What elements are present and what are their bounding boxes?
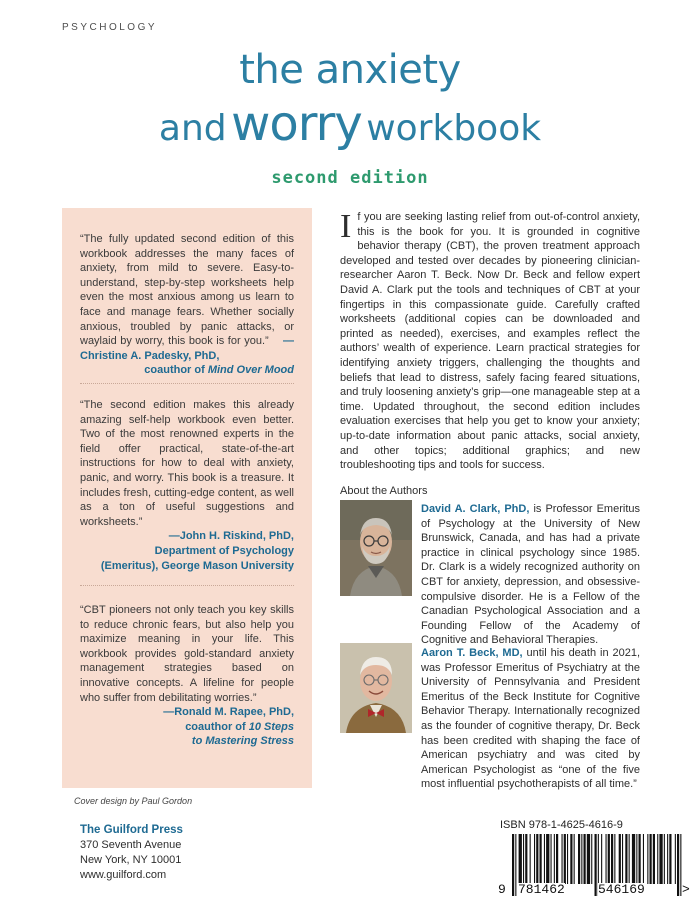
quote-3-text: “CBT pioneers not only teach you key skills to reduce chronic fears, but also help you maximize meaning in your life. This workbook provides gold-standard anxiety management strategies based on innovative concepts. A lifeline for people who suffer from debilitating worries.”	[80, 604, 294, 704]
quote-3-role: coauthor of 10 Steps	[185, 720, 294, 733]
quote-3-book: to Mastering Stress	[191, 735, 294, 748]
quote-1-attribution: —Christine A. Padesky, PhD,	[80, 335, 294, 362]
endorsement-panel	[62, 208, 312, 788]
quote-2-affiliation: (Emeritus), George Mason University	[100, 559, 294, 572]
author-photo-beck	[340, 643, 412, 733]
title-word-workbook: workbook	[366, 108, 542, 149]
about-authors-heading: About the Authors	[340, 485, 428, 497]
book-description	[340, 210, 640, 473]
quote-divider	[80, 383, 294, 384]
author-name-beck: Aaron T. Beck, MD,	[421, 647, 523, 659]
author-bio-beck-start: Aaron T. Beck, MD, until his death in 2021, was Professor Emeritus of Psychiatry at the University of Pennsylvania and President Emeritus of the Beck Institute for Cognitive Behavior Therapy. Internationally recognized as the founder of cognitive therapy, Dr. Beck has been credited with shaping the face of American psychiatry and was cited by American Psychologist as “one of the five most influential psychotherapists of all time.”	[421, 647, 640, 791]
publisher-block	[80, 823, 183, 883]
barcode-digits-left: 781462	[518, 882, 565, 897]
barcode-arrow: >	[682, 882, 690, 897]
title-word-and: and	[158, 108, 227, 149]
author-name-clark: David A. Clark, PhD,	[421, 503, 530, 515]
publisher-name: The Guilford Press	[80, 824, 183, 836]
author-photo-clark	[340, 500, 412, 596]
endorsement-quote-3	[80, 603, 294, 749]
author-bio-clark: David A. Clark, PhD, is Professor Emeritus of Psychology at the University of New Brunswick, Canada, and has had a private practice in clinical psychology since 1985. Dr. Clark is a widely recognized authority on CBT for anxiety, depression, and obsessive-compulsive disorder. He is a Fellow of the Canadian Psychological Association and a Founding Fellow of the Academy of Cognitive and Behavioral Therapies.	[421, 503, 640, 647]
book-title-line2	[0, 96, 700, 152]
endorsement-quote-1	[80, 232, 294, 378]
cover-design-credit: Cover design by Paul Gordon	[74, 796, 193, 806]
publisher-address-1: 370 Seventh Avenue	[80, 839, 182, 851]
book-title-line1: the anxiety	[239, 47, 461, 93]
barcode-digit-first: 9	[498, 882, 506, 897]
description-text: f you are seeking lasting relief from out-of-control anxiety, this is the book for you. It is grounded in cognitive behavior therapy (CBT), the proven treatment approach developed and tested over decades by pioneering clinician-researcher Aaron T. Beck. Now Dr. Beck and fellow expert David A. Clark put the tools and techniques of CBT at your fingertips in this compassionate guide. Carefully crafted worksheets (additional copies can be downloaded and printed as needed), exercises, and examples reflect the authors’ wealth of experience. Learn practical strategies for identifying anxiety triggers, challenging the thoughts and beliefs that lead to distress, safely facing feared situations, and truly loosening anxiety’s grip—one manageable step at a time. Updated throughout, the second edition includes evaluation exercises that help you get to know your anxiety; up-to-date information about panic attacks, social anxiety, and other topics; additional graphics; and new troubleshooting tips and tools for success.	[340, 211, 640, 472]
category-label: PSYCHOLOGY	[62, 22, 158, 33]
title-word-worry: worry	[231, 96, 362, 152]
edition-label: second edition	[271, 168, 429, 188]
quote-2-attribution: —John H. Riskind, PhD,	[168, 530, 294, 543]
publisher-website: www.guilford.com	[80, 869, 167, 881]
quote-divider	[80, 585, 294, 586]
quote-3-attribution: —Ronald M. Rapee, PhD,	[163, 706, 294, 719]
barcode-digits-right: 546169	[598, 882, 645, 897]
drop-cap: I	[340, 208, 352, 245]
quote-1-role: coauthor of Mind Over Mood	[144, 364, 294, 377]
quote-1-text: “The fully updated second edition of this workbook addresses the many faces of anxiety, from mild to severe. Easy-to-understand, step-by-step worksheets help even the most anxious among us learn to face and manage fears. Whether socially anxious, troubled by panic attacks, or waylaid by worry, this book is for you.”	[80, 233, 294, 348]
quote-2-text: “The second edition makes this already amazing self-help workbook even better. Two of the most renowned experts in the field offer practical, state-of-the-art instructions for how to deal with anxiety, panic, and worry. This book is a treasure. It includes fresh, cutting-edge content, as well as a ton of useful suggestions and worksheets.”	[80, 399, 294, 528]
isbn-label: ISBN 978-1-4625-4616-9	[500, 819, 623, 831]
endorsement-quote-2	[80, 398, 294, 573]
publisher-address-2: New York, NY 10001	[80, 854, 182, 866]
quote-2-role: Department of Psychology	[154, 544, 294, 557]
